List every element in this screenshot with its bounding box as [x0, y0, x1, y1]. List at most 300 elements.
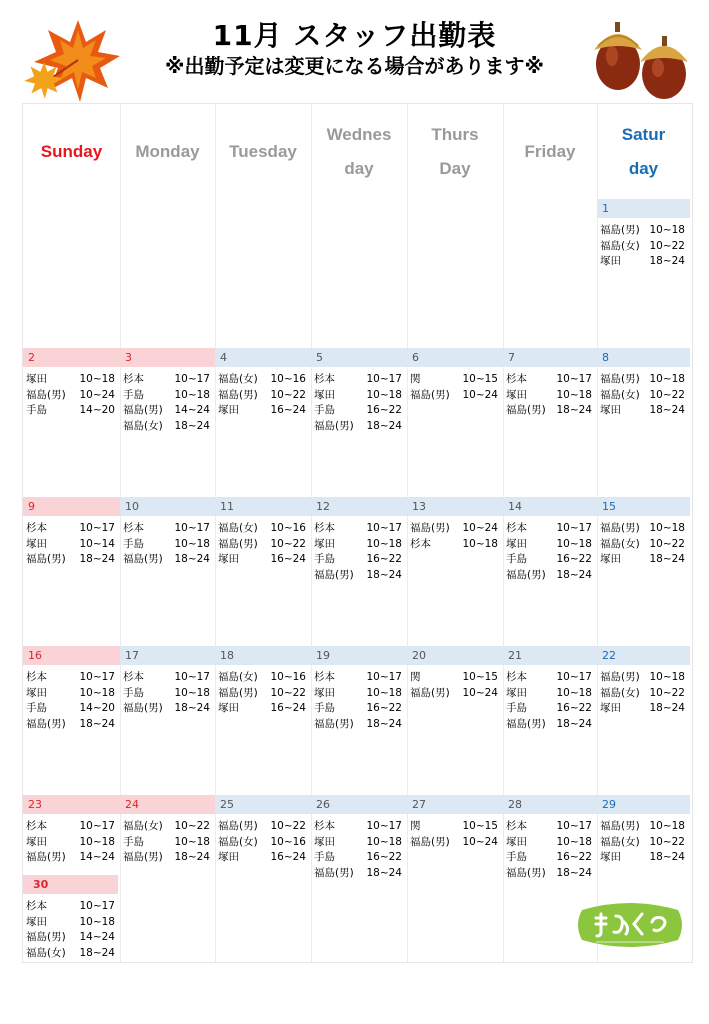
shift-hours: 10~22 — [270, 537, 306, 550]
shift-entry — [218, 552, 306, 568]
shift-hours: 10~17 — [556, 820, 592, 832]
shift-hours: 10~18 — [366, 537, 402, 550]
shift-hours: 18~24 — [649, 553, 685, 565]
shift-hours: 14~20 — [79, 702, 115, 714]
shift-hours: 10~17 — [174, 671, 210, 683]
shift-entry — [123, 537, 210, 553]
staff-name: 塚田 — [314, 537, 335, 550]
shift-entry — [26, 819, 115, 835]
grid-line — [120, 104, 121, 962]
shift-hours: 10~18 — [366, 835, 402, 848]
shift-entry — [506, 717, 592, 733]
shift-entry — [314, 403, 402, 419]
shift-entry — [218, 388, 306, 404]
shift-entry — [26, 717, 115, 733]
staff-name: 手島 — [26, 404, 47, 416]
shift-list — [26, 372, 115, 419]
shift-entry — [506, 372, 592, 388]
date-label: 11 — [215, 497, 311, 516]
shift-entry — [123, 835, 210, 851]
shift-list — [218, 819, 306, 866]
shift-hours: 10~16 — [270, 835, 306, 848]
staff-name: 福島(女) — [218, 835, 258, 848]
staff-name: 杉本 — [123, 373, 144, 385]
shift-hours: 10~17 — [366, 373, 402, 385]
shift-list — [506, 670, 592, 732]
staff-name: 手島 — [506, 702, 527, 714]
shift-entry — [123, 403, 210, 419]
staff-name: 塚田 — [218, 404, 239, 416]
shift-entry — [600, 372, 685, 388]
shift-entry — [26, 537, 115, 553]
staff-name: 手島 — [314, 851, 335, 863]
staff-name: 塚田 — [26, 537, 47, 550]
date-label: 13 — [407, 497, 503, 516]
staff-name: 福島(男) — [26, 717, 66, 730]
shift-hours: 10~18 — [649, 224, 685, 236]
shift-entry — [600, 835, 685, 851]
staff-name: 手島 — [314, 404, 335, 416]
shift-entry — [26, 946, 115, 962]
shift-hours: 10~18 — [556, 835, 592, 848]
staff-name: 福島(男) — [410, 686, 450, 699]
date-label: 14 — [503, 497, 597, 516]
shift-hours: 10~15 — [462, 671, 498, 683]
shift-entry — [218, 537, 306, 553]
shift-entry — [410, 686, 498, 702]
shift-entry — [218, 701, 306, 717]
staff-name: 杉本 — [26, 522, 47, 534]
staff-name: 杉本 — [26, 671, 47, 683]
shift-list — [123, 372, 210, 434]
shift-entry — [314, 686, 402, 702]
staff-name: 福島(男) — [506, 404, 546, 416]
shift-list — [410, 819, 498, 850]
shift-hours: 10~17 — [556, 671, 592, 683]
shift-entry — [506, 388, 592, 404]
shift-hours: 10~18 — [79, 686, 115, 699]
shift-hours: 14~24 — [174, 404, 210, 416]
shift-entry — [410, 388, 498, 404]
staff-name: 福島(女) — [123, 820, 163, 832]
weekday-header: Monday — [135, 141, 200, 161]
shift-entry — [123, 388, 210, 404]
shift-entry — [506, 866, 592, 882]
shift-hours: 10~15 — [462, 373, 498, 385]
date-label: 17 — [120, 646, 215, 665]
shift-entry — [26, 388, 115, 404]
staff-name: 福島(女) — [218, 373, 258, 385]
shift-entry — [123, 701, 210, 717]
staff-name: 福島(男) — [314, 717, 354, 730]
shift-entry — [600, 686, 685, 702]
shift-entry — [26, 915, 115, 931]
shift-entry — [600, 701, 685, 717]
shift-hours: 10~16 — [270, 522, 306, 534]
shift-entry — [218, 372, 306, 388]
shift-entry — [314, 568, 402, 584]
shift-entry — [218, 670, 306, 686]
shift-hours: 10~18 — [462, 537, 498, 550]
shift-hours: 18~24 — [366, 568, 402, 581]
date-label: 12 — [311, 497, 407, 516]
shift-entry — [600, 537, 685, 553]
shift-hours: 10~18 — [649, 522, 685, 534]
shift-hours: 10~17 — [556, 373, 592, 385]
staff-name: 福島(女) — [600, 239, 640, 252]
staff-name: 手島 — [123, 388, 144, 401]
shift-entry — [410, 521, 498, 537]
shift-hours: 18~24 — [174, 419, 210, 432]
shift-entry — [26, 701, 115, 717]
shift-hours: 10~18 — [366, 388, 402, 401]
shift-list — [218, 521, 306, 568]
shift-hours: 18~24 — [649, 404, 685, 416]
shift-list — [218, 670, 306, 717]
date-label: 1 — [597, 199, 690, 218]
shift-hours: 10~17 — [79, 522, 115, 534]
staff-name: 手島 — [506, 553, 527, 565]
staff-name: 福島(女) — [600, 388, 640, 401]
shift-list — [123, 819, 210, 866]
shift-list — [314, 372, 402, 434]
shift-hours: 10~18 — [649, 820, 685, 832]
shift-hours: 10~18 — [174, 835, 210, 848]
date-label: 18 — [215, 646, 311, 665]
staff-name: 塚田 — [26, 915, 47, 928]
date-label: 9 — [23, 497, 120, 516]
staff-name: 福島(男) — [410, 522, 450, 534]
shift-entry — [123, 819, 210, 835]
shift-entry — [123, 670, 210, 686]
date-label: 20 — [407, 646, 503, 665]
shift-entry — [506, 686, 592, 702]
shift-hours: 10~17 — [366, 522, 402, 534]
shift-hours: 18~24 — [79, 553, 115, 565]
shift-hours: 10~17 — [79, 671, 115, 683]
shift-entry — [26, 372, 115, 388]
weekday-header: Friday — [524, 141, 576, 161]
shift-hours: 10~24 — [462, 388, 498, 401]
shift-hours: 18~24 — [556, 404, 592, 416]
shift-hours: 16~22 — [366, 404, 402, 416]
date-label: 30 — [23, 875, 118, 894]
staff-name: 塚田 — [26, 373, 47, 385]
shift-hours: 10~22 — [649, 835, 685, 848]
shift-hours: 10~24 — [79, 388, 115, 401]
staff-name: 福島(男) — [123, 702, 163, 714]
shift-hours: 10~16 — [270, 373, 306, 385]
shift-entry — [314, 850, 402, 866]
page-title: 11月 スタッフ出勤表 — [212, 19, 497, 52]
shift-entry — [218, 850, 306, 866]
date-label: 22 — [597, 646, 690, 665]
shift-hours: 10~22 — [174, 820, 210, 832]
staff-name: 福島(男) — [506, 866, 546, 879]
shift-hours: 16~22 — [556, 702, 592, 714]
shift-hours: 14~24 — [79, 851, 115, 863]
date-label: 15 — [597, 497, 690, 516]
acorn-icon — [582, 12, 698, 104]
shift-hours: 10~22 — [270, 820, 306, 832]
shift-entry — [410, 835, 498, 851]
shift-list — [26, 819, 115, 866]
shift-hours: 10~18 — [649, 373, 685, 385]
shift-list — [123, 670, 210, 717]
shift-entry — [600, 403, 685, 419]
shift-entry — [218, 819, 306, 835]
shift-list — [410, 372, 498, 403]
date-label: 21 — [503, 646, 597, 665]
staff-name: 福島(男) — [123, 553, 163, 565]
date-label: 6 — [407, 348, 503, 367]
shift-hours: 16~22 — [556, 851, 592, 863]
shift-hours: 16~24 — [270, 702, 306, 714]
shift-entry — [26, 552, 115, 568]
shift-hours: 16~22 — [366, 553, 402, 565]
shift-entry — [314, 819, 402, 835]
shift-hours: 18~24 — [649, 702, 685, 714]
weekday-header: Tuesday — [229, 141, 297, 161]
staff-name: 福島(女) — [123, 419, 163, 432]
shift-entry — [506, 403, 592, 419]
shift-hours: 10~17 — [366, 820, 402, 832]
shift-entry — [123, 686, 210, 702]
shift-entry — [26, 835, 115, 851]
shift-hours: 10~15 — [462, 820, 498, 832]
staff-name: 塚田 — [506, 686, 527, 699]
momikuru-logo — [576, 900, 684, 950]
shift-hours: 10~17 — [366, 671, 402, 683]
staff-name: 福島(男) — [314, 866, 354, 879]
shift-entry — [506, 835, 592, 851]
staff-name: 福島(女) — [600, 686, 640, 699]
shift-entry — [123, 850, 210, 866]
shift-entry — [506, 552, 592, 568]
staff-name: 塚田 — [218, 702, 239, 714]
shift-entry — [506, 819, 592, 835]
shift-entry — [26, 686, 115, 702]
shift-list — [26, 670, 115, 732]
shift-entry — [26, 899, 115, 915]
staff-name: 塚田 — [600, 702, 621, 714]
staff-name: 塚田 — [506, 537, 527, 550]
staff-name: 杉本 — [26, 900, 47, 912]
date-label: 23 — [23, 795, 120, 814]
date-label: 29 — [597, 795, 690, 814]
shift-entry — [314, 419, 402, 435]
shift-hours: 16~22 — [366, 851, 402, 863]
shift-hours: 10~17 — [79, 820, 115, 832]
staff-name: 塚田 — [26, 686, 47, 699]
shift-entry — [600, 223, 685, 239]
staff-name: 福島(女) — [600, 537, 640, 550]
shift-entry — [410, 819, 498, 835]
shift-hours: 18~24 — [174, 851, 210, 863]
shift-hours: 18~24 — [556, 568, 592, 581]
staff-name: 福島(男) — [26, 553, 66, 565]
staff-name: 塚田 — [506, 388, 527, 401]
shift-entry — [314, 866, 402, 882]
shift-list — [410, 670, 498, 701]
shift-list — [600, 670, 685, 717]
date-label: 3 — [120, 348, 215, 367]
grid-line — [311, 104, 312, 962]
shift-entry — [506, 670, 592, 686]
shift-hours: 18~24 — [79, 717, 115, 730]
staff-name: 福島(男) — [26, 388, 66, 401]
staff-name: 杉本 — [506, 522, 527, 534]
date-label: 25 — [215, 795, 311, 814]
staff-name: 福島(男) — [506, 717, 546, 730]
shift-entry — [600, 552, 685, 568]
shift-hours: 10~18 — [79, 373, 115, 385]
shift-entry — [600, 521, 685, 537]
shift-list — [506, 521, 592, 583]
shift-hours: 10~18 — [556, 537, 592, 550]
staff-name: 福島(男) — [410, 835, 450, 848]
shift-entry — [600, 670, 685, 686]
shift-list — [600, 372, 685, 419]
staff-name: 福島(男) — [218, 388, 258, 401]
staff-name: 関 — [410, 373, 421, 385]
shift-hours: 10~22 — [270, 388, 306, 401]
staff-name: 福島(男) — [506, 568, 546, 581]
staff-name: 福島(男) — [218, 820, 258, 832]
shift-entry — [123, 521, 210, 537]
shift-hours: 10~24 — [462, 835, 498, 848]
shift-hours: 10~17 — [556, 522, 592, 534]
shift-list — [314, 819, 402, 881]
staff-name: 関 — [410, 671, 421, 683]
shift-entry — [600, 254, 685, 270]
page-subtitle: ※出勤予定は変更になる場合があります※ — [165, 54, 544, 78]
grid-line — [503, 104, 504, 962]
shift-hours: 10~22 — [649, 388, 685, 401]
staff-name: 手島 — [123, 537, 144, 550]
shift-entry — [506, 568, 592, 584]
shift-hours: 18~24 — [366, 419, 402, 432]
shift-hours: 18~24 — [174, 553, 210, 565]
staff-name: 福島(男) — [600, 522, 640, 534]
shift-hours: 16~22 — [366, 702, 402, 714]
shift-entry — [123, 419, 210, 435]
shift-hours: 16~24 — [270, 404, 306, 416]
staff-name: 塚田 — [600, 404, 621, 416]
shift-hours: 10~22 — [649, 239, 685, 252]
shift-hours: 18~24 — [649, 851, 685, 863]
weekday-header: Satur day — [621, 124, 666, 178]
staff-name: 塚田 — [314, 835, 335, 848]
shift-list — [506, 819, 592, 881]
shift-entry — [600, 239, 685, 255]
shift-list — [410, 521, 498, 552]
shift-entry — [410, 670, 498, 686]
staff-name: 福島(男) — [218, 686, 258, 699]
staff-name: 杉本 — [314, 373, 335, 385]
staff-name: 福島(女) — [218, 522, 258, 534]
date-label: 7 — [503, 348, 597, 367]
staff-name: 杉本 — [314, 671, 335, 683]
shift-entry — [123, 552, 210, 568]
calendar-grid — [22, 103, 693, 963]
shift-list — [26, 521, 115, 568]
staff-name: 福島(男) — [314, 419, 354, 432]
staff-name: 塚田 — [314, 388, 335, 401]
staff-name: 塚田 — [600, 255, 621, 267]
shift-hours: 10~16 — [270, 671, 306, 683]
shift-entry — [314, 701, 402, 717]
shift-entry — [218, 521, 306, 537]
shift-hours: 10~18 — [174, 686, 210, 699]
staff-name: 福島(男) — [600, 671, 640, 683]
shift-hours: 16~24 — [270, 851, 306, 863]
shift-hours: 10~17 — [79, 900, 115, 912]
date-label: 8 — [597, 348, 690, 367]
shift-hours: 18~24 — [366, 866, 402, 879]
staff-name: 杉本 — [506, 820, 527, 832]
staff-name: 福島(女) — [218, 671, 258, 683]
shift-hours: 10~22 — [649, 537, 685, 550]
staff-name: 福島(女) — [600, 835, 640, 848]
shift-list — [26, 899, 115, 961]
staff-name: 福島(男) — [600, 820, 640, 832]
staff-name: 手島 — [26, 702, 47, 714]
shift-entry — [314, 717, 402, 733]
shift-list — [314, 670, 402, 732]
shift-hours: 10~18 — [556, 686, 592, 699]
shift-entry — [314, 372, 402, 388]
shift-entry — [218, 835, 306, 851]
shift-hours: 18~24 — [366, 717, 402, 730]
staff-name: 福島(男) — [600, 224, 640, 236]
shift-hours: 18~24 — [556, 866, 592, 879]
shift-hours: 10~18 — [79, 915, 115, 928]
shift-list — [600, 521, 685, 568]
grid-line — [597, 104, 598, 962]
shift-entry — [26, 850, 115, 866]
staff-name: 福島(男) — [26, 931, 66, 943]
staff-name: 関 — [410, 820, 421, 832]
staff-name: 杉本 — [506, 373, 527, 385]
shift-hours: 18~24 — [649, 255, 685, 267]
maple-leaf-icon — [22, 10, 134, 110]
shift-entry — [314, 670, 402, 686]
date-label: 27 — [407, 795, 503, 814]
staff-name: 福島(女) — [26, 946, 66, 959]
shift-entry — [314, 521, 402, 537]
shift-entry — [410, 537, 498, 553]
staff-name: 手島 — [314, 702, 335, 714]
weekday-header: Sunday — [40, 141, 103, 161]
shift-entry — [600, 819, 685, 835]
staff-name: 杉本 — [314, 522, 335, 534]
staff-name: 手島 — [506, 851, 527, 863]
staff-name: 塚田 — [600, 553, 621, 565]
shift-hours: 18~24 — [174, 702, 210, 714]
staff-name: 福島(男) — [123, 851, 163, 863]
shift-hours: 10~22 — [649, 686, 685, 699]
shift-entry — [26, 403, 115, 419]
grid-line — [407, 104, 408, 962]
staff-name: 手島 — [123, 835, 144, 848]
shift-hours: 16~24 — [270, 553, 306, 565]
date-label: 16 — [23, 646, 120, 665]
staff-name: 福島(男) — [123, 404, 163, 416]
date-label: 19 — [311, 646, 407, 665]
shift-hours: 10~18 — [649, 671, 685, 683]
staff-name: 手島 — [123, 686, 144, 699]
